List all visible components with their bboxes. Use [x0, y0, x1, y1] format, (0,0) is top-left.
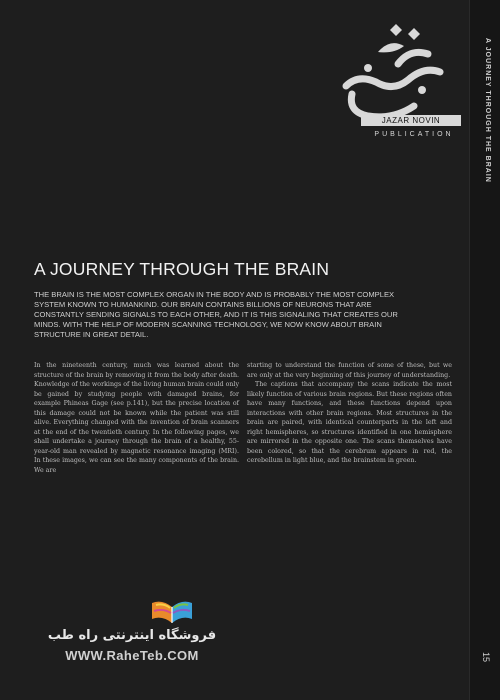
open-book-icon	[150, 597, 194, 627]
running-head: A JOURNEY THROUGH THE BRAIN	[484, 38, 491, 183]
store-name: فروشگاه اینترنتی راه طب	[47, 628, 217, 643]
page-title: A JOURNEY THROUGH THE BRAIN	[34, 259, 330, 279]
page-number: 15	[481, 652, 491, 663]
store-url: WWW.RaheTeb.COM	[65, 648, 199, 663]
body-column-right	[247, 361, 452, 466]
publisher-subtitle: PUBLICATION	[374, 131, 454, 138]
body-paragraph: The captions that accompany the scans indicate the most likely function of various brain regions. But these regions often have many functions, and these functions depend upon interactions with other brain regions. Most structures in the brain are paired, with identical counterparts in the left and right hemispheres, so structures identified in one hemisphere are mirrored in the opposite one. The scans themselves have been colored, so that the cerebrum appears in red, the cerebellum in light blue, and the brainstem in green.	[247, 381, 452, 464]
body-paragraph: starting to understand the function of some of these, but we are only at the very beginning of this journey of understanding.	[247, 362, 452, 379]
body-column-left: In the nineteenth century, much was learned about the structure of the brain by removing it from the body after death. Knowledge of the workings of the living human brain could only be gained by studying people with damaged brains, for example Phineas Gage (see p.141), but the precise location of this damage could not be known while the patient was still alive. Everything changed with the invention of brain scanners at the end of the twentieth century. In the following pages, we shall undertake a journey through the brain of a healthy, 55-year-old man revealed by magnetic resonance imaging (MRI). In these images, we can see the many components of the brain. We are	[34, 362, 239, 474]
publisher-name: JAZAR NOVIN	[361, 115, 461, 126]
intro-paragraph: THE BRAIN IS THE MOST COMPLEX ORGAN IN THE BODY AND IS PROBABLY THE MOST COMPLEX SYSTEM KNOWN TO HUMANKIND. OUR BRAIN CONTAINS BILLIONS OF NEURONS THAT ARE CONSTANTLY SENDING SIGNALS TO EACH OTHER, AND IT IS THIS SIGNALING THAT CREATES OUR MINDS. WITH THE HELP OF MODERN SCANNING TECHNOLOGY, WE NOW KNOW ABOUT BRAIN STRUCTURE IN GREAT DETAIL.	[34, 290, 398, 339]
